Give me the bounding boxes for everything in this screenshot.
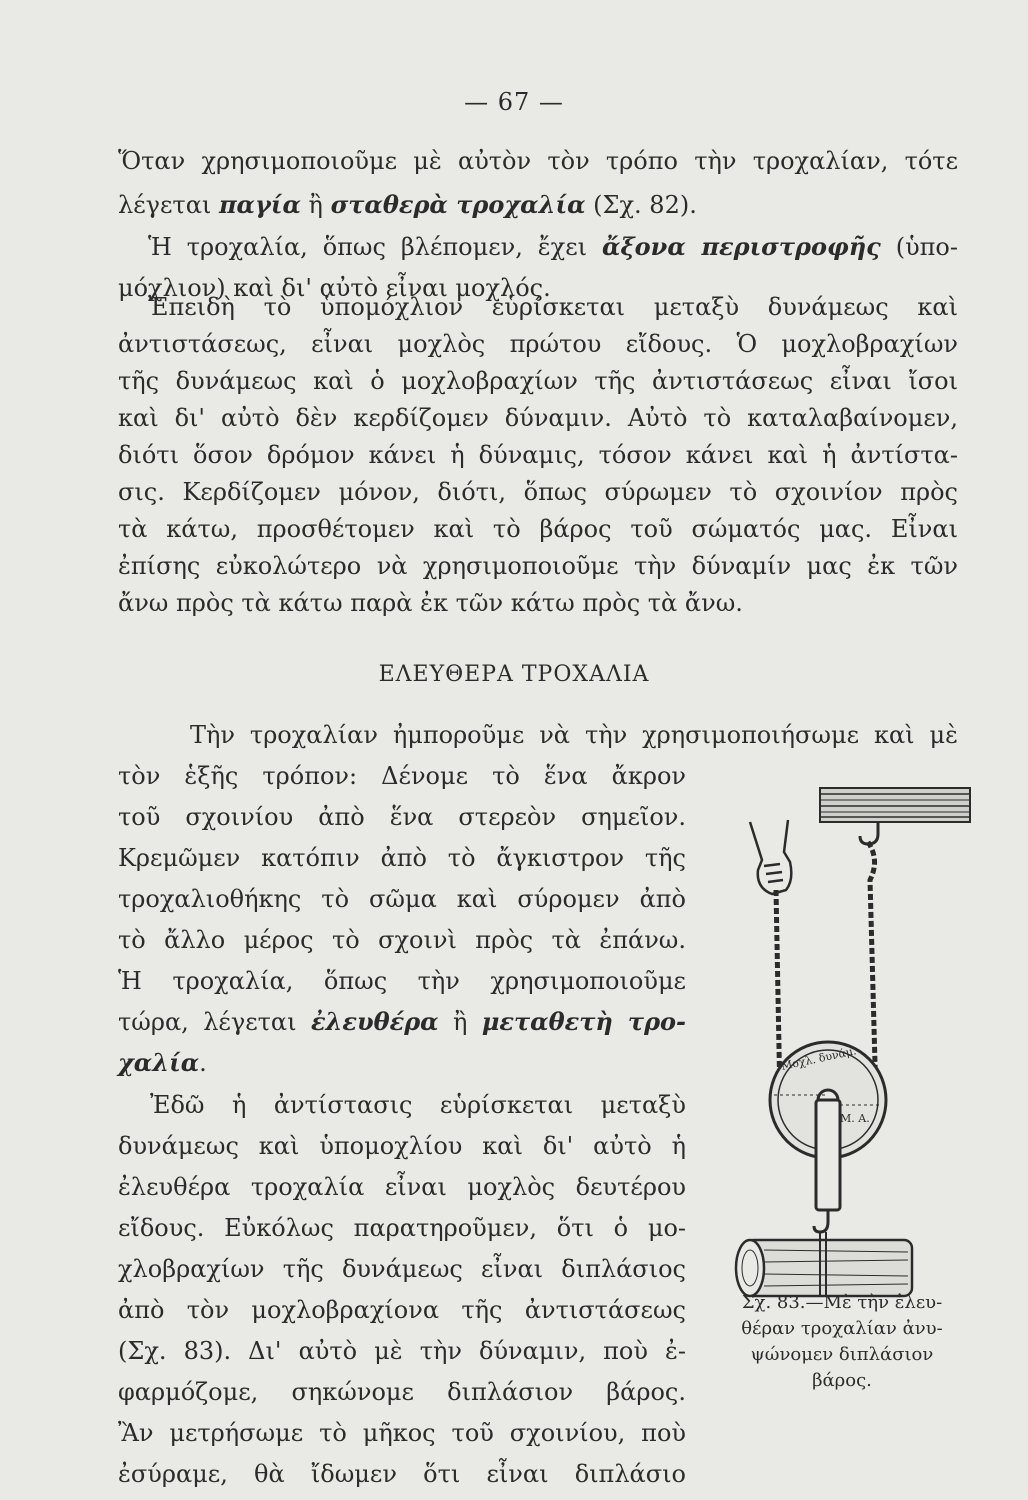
page-number: — 67 — xyxy=(464,88,564,116)
text-line: τὰ κάτω, προσθέτομεν καὶ τὸ βάρος τοῦ σώματός μας. Εἶναι xyxy=(118,515,958,543)
text-span: ἢ xyxy=(438,1008,482,1036)
text-line xyxy=(118,1007,686,1037)
text-line: χλοβραχίων τῆς δυνάμεως εἶναι διπλάσιος xyxy=(118,1255,686,1283)
text-line: Ἐδῶ ἡ ἀντίστασις εὑρίσκεται μεταξὺ xyxy=(150,1091,686,1119)
emphasis-term: χαλία xyxy=(118,1048,200,1077)
weight-log xyxy=(736,1232,912,1296)
text-line: διότι ὅσον δρόμον κάνει ἡ δύναμις, τόσον κάνει καὶ ἡ ἀντίστα- xyxy=(118,441,958,469)
caption-line: ψώνομεν διπλάσιον xyxy=(750,1344,934,1365)
text-line: ἀντιστάσεως, εἶναι μοχλὸς πρώτου εἴδους. Ὁ μοχλοβραχίων xyxy=(118,330,958,358)
section-heading: ΕΛΕΥΘΕΡΑ ΤΡΟΧΑΛΙΑ xyxy=(378,662,650,687)
text-line: σις. Κερδίζομεν μόνον, διότι, ὅπως σύρωμεν τὸ σχοινίον πρὸς xyxy=(118,478,958,506)
text-line: φαρμόζομε, σηκώνομε διπλάσιον βάρος. xyxy=(118,1378,686,1406)
text-line: τῆς δυνάμεως καὶ ὁ μοχλοβραχίων τῆς ἀντιστάσεως εἶναι ἴσοι xyxy=(118,367,958,395)
ceiling-hook xyxy=(860,822,878,844)
figure-caption xyxy=(712,1290,972,1394)
text-line: ἐπίσης εὐκολώτερο νὰ χρησιμοποιοῦμε τὴν δύναμίν μας ἐκ τῶν xyxy=(118,552,958,580)
text-span: (ὑπο- xyxy=(880,233,958,261)
text-line xyxy=(118,190,958,220)
pulley-block xyxy=(814,1100,840,1232)
text-line: τὸ ἄλλο μέρος τὸ σχοινὶ πρὸς τὰ ἐπάνω. xyxy=(118,926,686,954)
text-line: Ἂν μετρήσωμε τὸ μῆκος τοῦ σχοινίου, ποὺ xyxy=(118,1419,686,1447)
text-span: λέγεται xyxy=(118,191,219,219)
text-span: (Σχ. 82). xyxy=(585,191,697,219)
text-line: μόχλιον) καὶ δι' αὐτὸ εἶναι μοχλός. xyxy=(118,274,551,302)
text-line: Κρεμῶμεν κατόπιν ἀπὸ τὸ ἄγκιστρον τῆς xyxy=(118,844,686,872)
text-line: Τὴν τροχαλίαν ἠμποροῦμε νὰ τὴν χρησιμοποιήσωμε καὶ μὲ xyxy=(190,721,958,749)
text-span: . xyxy=(199,1049,207,1077)
text-span: Ἡ τροχαλία, ὅπως βλέπομεν, ἔχει xyxy=(148,233,602,261)
text-line: Ὅταν χρησιμοποιοῦμε μὲ αὐτὸν τὸν τρόπο τὴν τροχαλίαν, τότε xyxy=(118,147,958,175)
caption-line: βάρος. xyxy=(812,1370,872,1391)
hand xyxy=(750,820,791,894)
text-line: καὶ δι' αὐτὸ δὲν κερδίζομεν δύναμιν. Αὐτὸ τὸ καταλαβαίνομεν, xyxy=(118,404,958,432)
emphasis-term: ἄξονα περιστροφῆς xyxy=(601,232,881,261)
text-line: ἐλευθέρα τροχαλία εἶναι μοχλὸς δευτέρου xyxy=(118,1173,686,1201)
caption-line: θέραν τροχαλίαν ἀνυ- xyxy=(741,1318,943,1339)
text-line: ἐσύραμε, θὰ ἴδωμεν ὅτι εἶναι διπλάσιο xyxy=(118,1460,686,1488)
text-line: δυνάμεως καὶ ὑπομοχλίου καὶ δι' αὐτὸ ἡ xyxy=(118,1132,686,1160)
emphasis-term: παγία xyxy=(218,190,301,219)
text-span: ἢ xyxy=(300,191,331,219)
text-line xyxy=(118,1048,686,1078)
text-line: ἄνω πρὸς τὰ κάτω παρὰ ἐκ τῶν κάτω πρὸς τὰ ἄνω. xyxy=(118,589,743,617)
text-line: εἴδους. Εὐκόλως παρατηροῦμεν, ὅτι ὁ μο- xyxy=(118,1214,686,1242)
emphasis-term: σταθερὰ τροχαλία xyxy=(330,190,586,219)
text-line: τοῦ σχοινίου ἀπὸ ἕνα στερεὸν σημεῖον. xyxy=(118,803,686,831)
emphasis-term: μεταθετὴ τρο- xyxy=(481,1007,687,1036)
text-line: τροχαλιοθήκης τὸ σῶμα καὶ σύρομεν ἀπὸ xyxy=(118,885,686,913)
text-line: τὸν ἑξῆς τρόπον: Δένομε τὸ ἕνα ἄκρον xyxy=(118,762,686,790)
pulley-figure xyxy=(720,770,980,1310)
text-line: (Σχ. 83). Δι' αὐτὸ μὲ τὴν δύναμιν, ποὺ ἐ- xyxy=(118,1337,686,1365)
text-line: Ἐπειδὴ τὸ ὑπομόχλιον εὑρίσκεται μεταξὺ δυνάμεως καὶ xyxy=(148,293,958,321)
ceiling-beam xyxy=(820,788,970,822)
caption-line: Σχ. 83.—Μὲ τὴν ἐλευ- xyxy=(741,1292,943,1313)
label-force-arm: Μοχλ. δυνάμ. xyxy=(779,1044,858,1073)
text-span: τώρα, λέγεται xyxy=(118,1008,311,1036)
emphasis-term: ἐλευθέρα xyxy=(310,1007,439,1036)
text-line: Ἡ τροχαλία, ὅπως τὴν χρησιμοποιοῦμε xyxy=(118,967,686,995)
text-line xyxy=(148,232,958,262)
text-line: ἀπὸ τὸν μοχλοβραχίονα τῆς ἀντιστάσεως xyxy=(118,1296,686,1324)
label-resistance-arm: Μ. Α. xyxy=(840,1112,870,1125)
